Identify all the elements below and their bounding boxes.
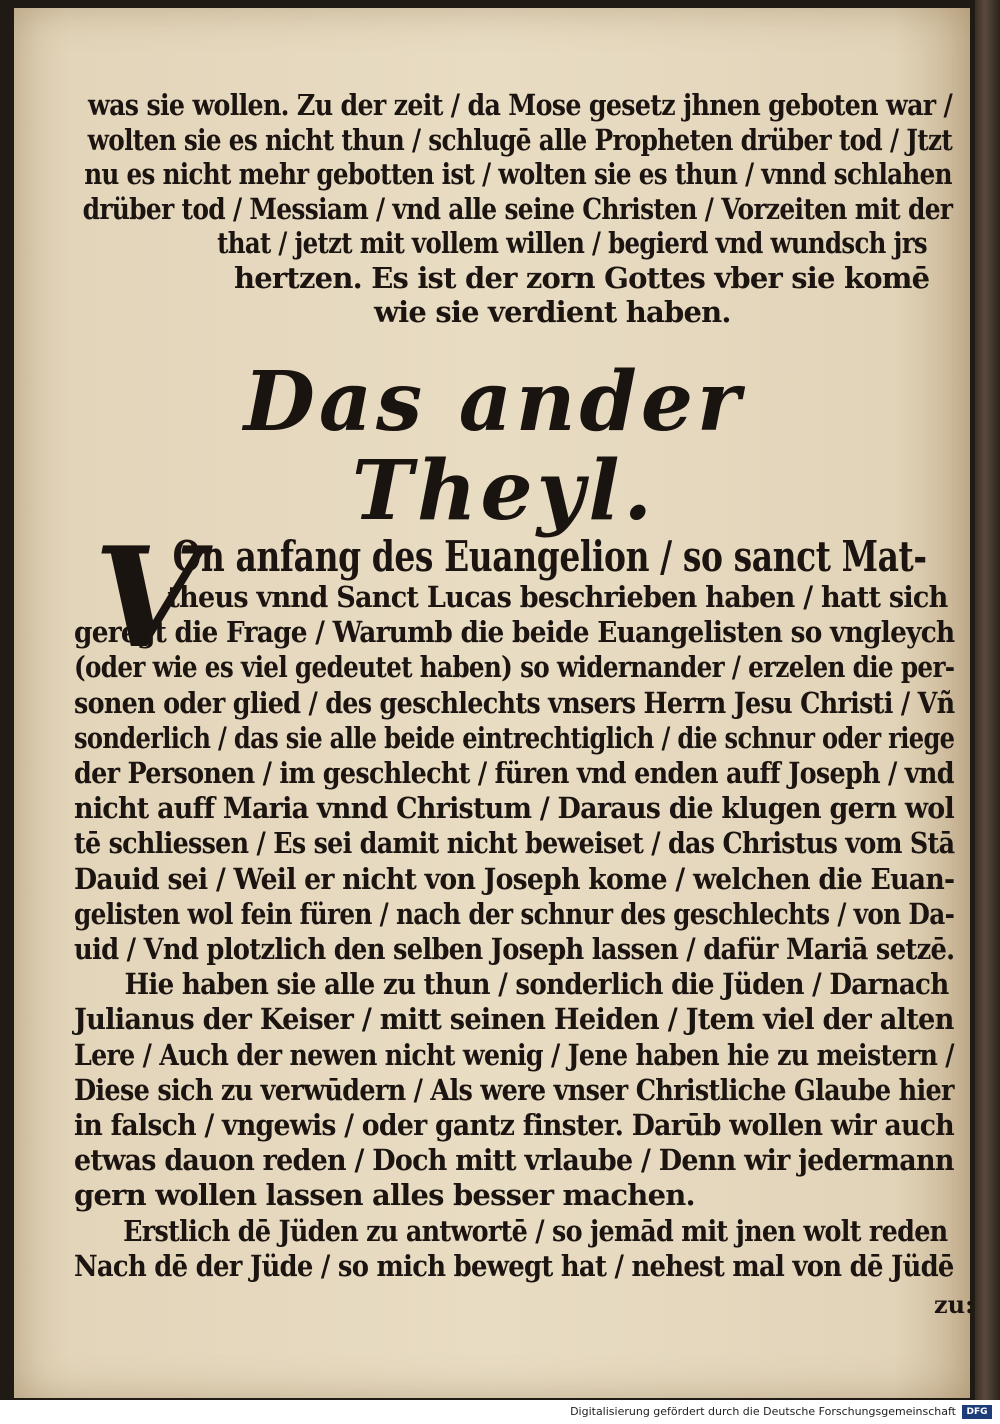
- text-line: Hie haben sie alle zu thun / sonderlich die Jüden / Darnach: [124, 967, 949, 1002]
- text-line: Dauid sei / Weil er nicht von Joseph kome / welchen die Euan-: [74, 861, 955, 896]
- section-heading-line2: Theyl.: [351, 443, 657, 539]
- text-line: hertzen. Es ist der zorn Gottes vber sie komē: [234, 260, 930, 295]
- text-line: Erstlich dē Jüden zu antwortē / so jemād mit jnen wolt reden: [123, 1213, 948, 1248]
- text-line: that / jetzt mit vollem willen / begierd vnd wundsch jrs: [217, 226, 927, 260]
- text-line: nicht auff Maria vnnd Christum / Daraus die klugen gern wol: [74, 791, 954, 826]
- catchword: zu:: [934, 1290, 974, 1319]
- footer-bar: [0, 1400, 1000, 1424]
- text-line: (oder wie es viel gedeutet haben) so widernander / erzelen die per-: [74, 650, 955, 685]
- text-line: gern wollen lassen alles besser machen.: [74, 1178, 695, 1213]
- text-line: nu es nicht mehr gebotten ist / wolten sie es thun / vnnd schlahen: [84, 157, 952, 191]
- text-line: Nach dē der Jüde / so mich bewegt hat / nehest mal von dē Jüdē: [74, 1248, 954, 1283]
- text-line: sonen oder glied / des geschlechts vnsers Herrn Jesu Christi / Vñ: [74, 685, 955, 720]
- text-line: Diese sich zu verwūdern / Als were vnser Christliche Glaube hier: [74, 1072, 954, 1107]
- book-spine: [975, 0, 1000, 1400]
- text-line: der Personen / im geschlecht / füren vnd enden auff Joseph / vnd: [74, 756, 954, 791]
- text-line: gelisten wol fein füren / nach der schnur des geschlechts / von Da-: [74, 896, 955, 931]
- text-line: wie sie verdient haben.: [374, 295, 731, 329]
- text-line: Lere / Auch der newen nicht wenig / Jene haben hie zu meistern /: [74, 1037, 954, 1072]
- text-line: in falsch / vngewis / oder gantz finster. Darūb wollen wir auch: [74, 1108, 954, 1143]
- page-text: [74, 88, 974, 1319]
- text-line: uid / Vnd plotzlich den selben Joseph lassen / dafür Mariā setzē.: [74, 932, 955, 967]
- intro-paragraph: [74, 88, 954, 330]
- funding-credit: Digitalisierung gefördert durch die Deutsche Forschungsgemeinschaft: [570, 1405, 956, 1418]
- body-paragraph: [74, 534, 954, 1284]
- text-line: was sie wollen. Zu der zeit / da Mose gesetz jhnen geboten war /: [87, 88, 953, 122]
- text-line: sonderlich / das sie alle beide eintrechtiglich / die schnur oder riege: [74, 720, 955, 755]
- text-line: etwas dauon reden / Doch mitt vrlaube / Denn wir jedermann: [74, 1143, 954, 1178]
- text-line: Julianus der Keiser / mitt seinen Heiden / Jtem viel der alten: [74, 1002, 954, 1037]
- first-line: On anfang des Euangelion / so sanct Mat-: [172, 532, 927, 581]
- text-line: theus vnnd Sanct Lucas beschrieben haben / hatt sich: [167, 580, 948, 614]
- text-line: geregt die Frage / Warumb die beide Euangelisten so vngleych: [74, 615, 955, 650]
- dfg-logo: DFG: [962, 1405, 992, 1419]
- text-line: tē schliessen / Es sei damit nicht beweiset / das Christus vom Stā: [74, 826, 955, 861]
- text-line: wolten sie es nicht thun / schlugē alle Propheten drüber tod / Jtzt: [87, 122, 953, 157]
- section-heading-line1: Das ander: [243, 354, 745, 450]
- book-page: [14, 8, 974, 1398]
- drop-cap-initial: V: [94, 516, 202, 679]
- text-line: drüber tod / Messiam / vnd alle seine Christen / Vorzeiten mit der: [82, 191, 953, 226]
